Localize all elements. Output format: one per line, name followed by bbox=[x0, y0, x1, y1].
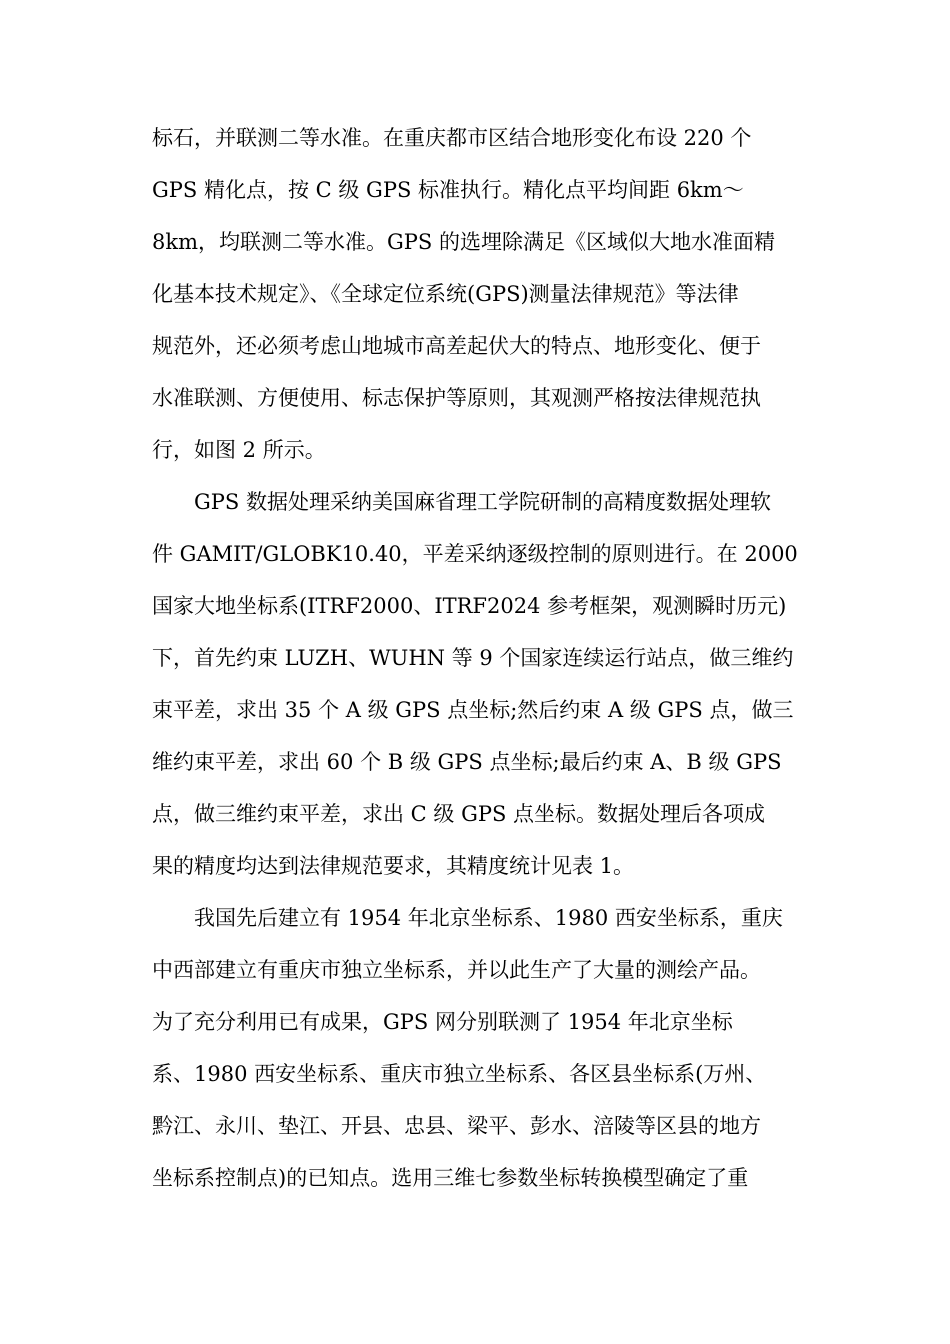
text-line-indented: GPS 数据处理采纳美国麻省理工学院研制的高精度数据处理软 bbox=[194, 490, 771, 514]
text-line: 规范外，还必须考虑山地城市高差起伏大的特点、地形变化、便于 bbox=[152, 334, 761, 358]
text-line: 标石，并联测二等水准。在重庆都市区结合地形变化布设 220 个 bbox=[152, 126, 752, 150]
text-line: 国家大地坐标系(ITRF2000、ITRF2024 参考框架，观测瞬时历元) bbox=[152, 594, 787, 618]
text-line: 下，首先约束 LUZH、WUHN 等 9 个国家连续运行站点，做三维约 bbox=[152, 646, 794, 670]
text-line: 件 GAMIT/GLOBK10.40，平差采纳逐级控制的原则进行。在 2000 bbox=[152, 542, 798, 566]
text-line: 维约束平差，求出 60 个 B 级 GPS 点坐标;最后约束 A、B 级 GPS bbox=[152, 750, 782, 774]
text-line: 行，如图 2 所示。 bbox=[152, 438, 326, 462]
text-line: 化基本技术规定》、《全球定位系统(GPS)测量法律规范》等法律 bbox=[152, 282, 739, 306]
text-line: 点，做三维约束平差，求出 C 级 GPS 点坐标。数据处理后各项成 bbox=[152, 802, 766, 826]
text-line: 系、1980 西安坐标系、重庆市独立坐标系、各区县坐标系(万州、 bbox=[152, 1062, 767, 1086]
text-line: 果的精度均达到法律规范要求，其精度统计见表 1。 bbox=[152, 854, 635, 878]
text-line: 8km，均联测二等水准。GPS 的选埋除满足《区域似大地水准面精 bbox=[152, 230, 775, 254]
paragraph-3 bbox=[152, 892, 802, 1204]
paragraph-1 bbox=[152, 112, 802, 476]
paragraph-2 bbox=[152, 476, 802, 892]
text-line: 为了充分利用已有成果，GPS 网分别联测了 1954 年北京坐标 bbox=[152, 1010, 733, 1034]
text-line-indented: 我国先后建立有 1954 年北京坐标系、1980 西安坐标系，重庆 bbox=[194, 906, 783, 930]
text-line: 黔江、永川、垫江、开县、忠县、梁平、彭水、涪陵等区县的地方 bbox=[152, 1114, 761, 1138]
text-line: GPS 精化点，按 C 级 GPS 标准执行。精化点平均间距 6km～ bbox=[152, 178, 744, 202]
text-line: 中西部建立有重庆市独立坐标系，并以此生产了大量的测绘产品。 bbox=[152, 958, 761, 982]
body-text bbox=[152, 112, 802, 1204]
text-line: 水准联测、方便使用、标志保护等原则，其观测严格按法律规范执 bbox=[152, 386, 761, 410]
text-line: 束平差，求出 35 个 A 级 GPS 点坐标;然后约束 A 级 GPS 点，做三 bbox=[152, 698, 794, 722]
text-line: 坐标系控制点)的已知点。选用三维七参数坐标转换模型确定了重 bbox=[152, 1166, 749, 1190]
